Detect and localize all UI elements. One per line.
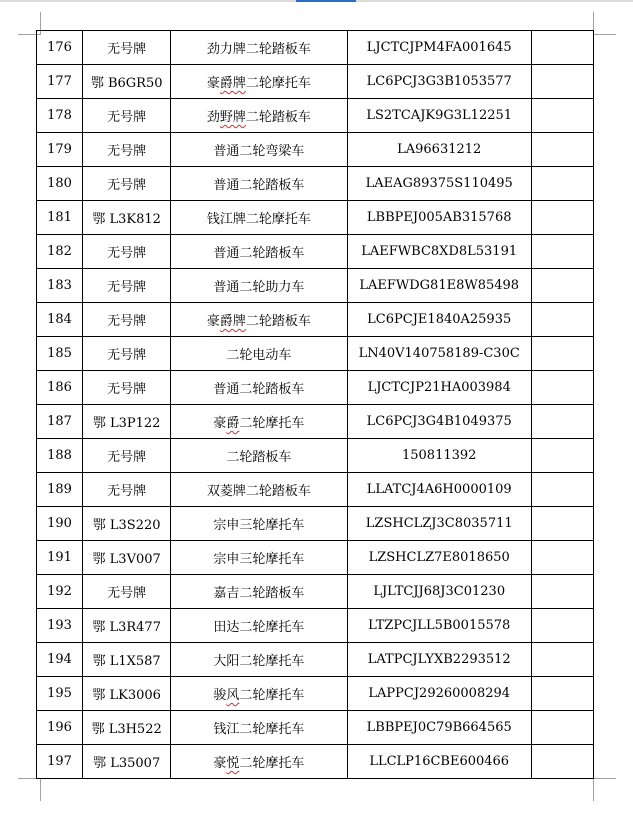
cell-number[interactable]: 189 bbox=[37, 473, 83, 507]
vehicle-type-text: 普通二轮踏板车 bbox=[213, 246, 305, 261]
vehicle-type-text: 普通二轮弯梁车 bbox=[213, 144, 305, 159]
table-row bbox=[37, 439, 594, 473]
cell-plate[interactable]: 鄂 B6GR50 bbox=[83, 65, 171, 99]
cell-vin[interactable]: LC6PCJ3G3B1053577 bbox=[347, 65, 531, 99]
table-row bbox=[37, 269, 594, 303]
spellcheck-flagged-text: 爵牌 bbox=[219, 314, 246, 329]
cell-vehicle-type[interactable] bbox=[171, 65, 347, 99]
cell-number[interactable]: 177 bbox=[37, 65, 83, 99]
cell-vin[interactable]: LJCTCJP21HA003984 bbox=[347, 371, 531, 405]
cell-vin[interactable]: LN40V140758189-C30C bbox=[347, 337, 531, 371]
cell-vehicle-type[interactable] bbox=[171, 677, 347, 711]
cell-vehicle-type[interactable] bbox=[171, 269, 347, 303]
cell-number[interactable]: 186 bbox=[37, 371, 83, 405]
cell-note[interactable] bbox=[531, 643, 593, 677]
cell-note[interactable] bbox=[531, 711, 593, 745]
cell-number[interactable]: 180 bbox=[37, 167, 83, 201]
vehicle-type-text: 劲 bbox=[206, 110, 220, 125]
cell-vin[interactable]: LC6PCJ3G4B1049375 bbox=[347, 405, 531, 439]
cell-note[interactable] bbox=[531, 575, 593, 609]
cell-vehicle-type[interactable] bbox=[171, 235, 347, 269]
cell-vehicle-type[interactable] bbox=[171, 167, 347, 201]
cell-plate[interactable]: 鄂 LK3006 bbox=[83, 677, 171, 711]
vehicle-type-text: 钱江牌二轮摩托车 bbox=[206, 212, 311, 227]
spellcheck-flagged-text: 风 bbox=[226, 688, 240, 703]
vehicle-type-text: 劲力牌二轮踏板车 bbox=[206, 42, 311, 57]
vehicle-type-text: 二轮踏板车 bbox=[245, 314, 311, 329]
cell-vin[interactable]: LAEFWDG81E8W85498 bbox=[347, 269, 531, 303]
scroll-indicator[interactable] bbox=[296, 0, 356, 2]
cell-vin[interactable]: LC6PCJE1840A25935 bbox=[347, 303, 531, 337]
table-row bbox=[37, 99, 594, 133]
vehicle-type-text: 钱江二轮摩托车 bbox=[213, 722, 305, 737]
spellcheck-flagged-text: 爵牌 bbox=[219, 76, 246, 91]
cell-note[interactable] bbox=[531, 269, 593, 303]
cell-vin[interactable]: LAEAG89375S110495 bbox=[347, 167, 531, 201]
cell-number[interactable]: 181 bbox=[37, 201, 83, 235]
vehicle-type-text: 二轮摩托车 bbox=[239, 756, 305, 771]
table-row bbox=[37, 31, 594, 65]
spellcheck-flagged-text: 野牌 bbox=[219, 110, 246, 125]
cell-note[interactable] bbox=[531, 303, 593, 337]
vehicle-type-text: 豪 bbox=[213, 416, 227, 431]
cell-vin[interactable]: LZSHCLZJ3C8035711 bbox=[347, 507, 531, 541]
cell-plate[interactable]: 无号牌 bbox=[83, 133, 171, 167]
cell-plate[interactable]: 鄂 L3V007 bbox=[83, 541, 171, 575]
cell-plate[interactable]: 无号牌 bbox=[83, 303, 171, 337]
table-row bbox=[37, 337, 594, 371]
cell-number[interactable]: 195 bbox=[37, 677, 83, 711]
cell-plate[interactable]: 鄂 L3R477 bbox=[83, 609, 171, 643]
cell-vehicle-type[interactable] bbox=[171, 711, 347, 745]
cell-vin[interactable]: LATPCJLYXB2293512 bbox=[347, 643, 531, 677]
cell-plate[interactable]: 鄂 L1X587 bbox=[83, 643, 171, 677]
vehicle-type-text: 豪 bbox=[213, 756, 227, 771]
cell-vehicle-type[interactable] bbox=[171, 31, 347, 65]
cell-vin[interactable]: LLATCJ4A6H0000109 bbox=[347, 473, 531, 507]
table-row bbox=[37, 65, 594, 99]
table-row bbox=[37, 473, 594, 507]
cell-note[interactable] bbox=[531, 133, 593, 167]
cell-vehicle-type[interactable] bbox=[171, 609, 347, 643]
cell-plate[interactable]: 无号牌 bbox=[83, 575, 171, 609]
cell-vin[interactable]: LA96631212 bbox=[347, 133, 531, 167]
cell-vehicle-type[interactable] bbox=[171, 507, 347, 541]
cell-vin[interactable]: LZSHCLZ7E8018650 bbox=[347, 541, 531, 575]
spellcheck-flagged-text: 爵 bbox=[226, 416, 240, 431]
cell-number[interactable]: 188 bbox=[37, 439, 83, 473]
table-row bbox=[37, 609, 594, 643]
spellcheck-flagged-text: 悦 bbox=[226, 756, 240, 771]
cell-note[interactable] bbox=[531, 99, 593, 133]
cell-vehicle-type[interactable] bbox=[171, 201, 347, 235]
cell-number[interactable]: 193 bbox=[37, 609, 83, 643]
cell-plate[interactable]: 鄂 L35007 bbox=[83, 745, 171, 779]
cell-number[interactable]: 196 bbox=[37, 711, 83, 745]
cell-plate[interactable]: 无号牌 bbox=[83, 473, 171, 507]
cell-vehicle-type[interactable] bbox=[171, 133, 347, 167]
vehicle-table bbox=[36, 30, 594, 779]
cell-plate[interactable]: 鄂 L3K812 bbox=[83, 201, 171, 235]
vehicle-table-body bbox=[37, 31, 594, 779]
cell-plate[interactable]: 无号牌 bbox=[83, 269, 171, 303]
vehicle-type-text: 田达二轮摩托车 bbox=[213, 620, 305, 635]
vehicle-type-text: 二轮摩托车 bbox=[239, 688, 305, 703]
vehicle-type-text: 普通二轮助力车 bbox=[213, 280, 305, 295]
vehicle-type-text: 豪 bbox=[206, 76, 220, 91]
cell-vin[interactable]: 150811392 bbox=[347, 439, 531, 473]
cell-plate[interactable]: 鄂 L3P122 bbox=[83, 405, 171, 439]
table-row bbox=[37, 643, 594, 677]
cell-plate[interactable]: 鄂 L3H522 bbox=[83, 711, 171, 745]
cell-note[interactable] bbox=[531, 65, 593, 99]
cell-number[interactable]: 178 bbox=[37, 99, 83, 133]
cell-vehicle-type[interactable] bbox=[171, 473, 347, 507]
cell-vehicle-type[interactable] bbox=[171, 439, 347, 473]
cell-vehicle-type[interactable] bbox=[171, 303, 347, 337]
table-row bbox=[37, 235, 594, 269]
cell-vin[interactable]: LJCTCJPM4FA001645 bbox=[347, 31, 531, 65]
cell-vehicle-type[interactable] bbox=[171, 405, 347, 439]
vehicle-type-text: 二轮踏板车 bbox=[245, 110, 311, 125]
cell-note[interactable] bbox=[531, 167, 593, 201]
cell-number[interactable]: 182 bbox=[37, 235, 83, 269]
cell-plate[interactable]: 无号牌 bbox=[83, 439, 171, 473]
table-row bbox=[37, 405, 594, 439]
cell-note[interactable] bbox=[531, 745, 593, 779]
vehicle-type-text: 普通二轮踏板车 bbox=[213, 382, 305, 397]
cell-vin[interactable]: LS2TCAJK9G3L12251 bbox=[347, 99, 531, 133]
cell-plate[interactable]: 无号牌 bbox=[83, 337, 171, 371]
vehicle-type-text: 二轮电动车 bbox=[226, 348, 292, 363]
vehicle-type-text: 二轮摩托车 bbox=[239, 416, 305, 431]
cell-number[interactable]: 197 bbox=[37, 745, 83, 779]
cell-vehicle-type[interactable] bbox=[171, 337, 347, 371]
cell-vehicle-type[interactable] bbox=[171, 745, 347, 779]
cell-number[interactable]: 179 bbox=[37, 133, 83, 167]
cell-number[interactable]: 190 bbox=[37, 507, 83, 541]
cell-number[interactable]: 176 bbox=[37, 31, 83, 65]
cell-vin[interactable]: LJLTCJJ68J3C01230 bbox=[347, 575, 531, 609]
vehicle-type-text: 双菱牌二轮踏板车 bbox=[206, 484, 311, 499]
cell-vin[interactable]: LAPPCJ29260008294 bbox=[347, 677, 531, 711]
cell-plate[interactable]: 鄂 L3S220 bbox=[83, 507, 171, 541]
vehicle-type-text: 嘉吉二轮踏板车 bbox=[213, 586, 305, 601]
cell-plate[interactable]: 无号牌 bbox=[83, 167, 171, 201]
table-row bbox=[37, 303, 594, 337]
page-corner-mark-bottom-left bbox=[18, 778, 41, 801]
cell-vehicle-type[interactable] bbox=[171, 371, 347, 405]
cell-note[interactable] bbox=[531, 201, 593, 235]
cell-number[interactable]: 194 bbox=[37, 643, 83, 677]
cell-note[interactable] bbox=[531, 609, 593, 643]
cell-number[interactable]: 187 bbox=[37, 405, 83, 439]
page-corner-mark-top-right bbox=[593, 12, 616, 35]
cell-plate[interactable]: 无号牌 bbox=[83, 235, 171, 269]
cell-plate[interactable]: 无号牌 bbox=[83, 371, 171, 405]
cell-number[interactable]: 184 bbox=[37, 303, 83, 337]
cell-note[interactable] bbox=[531, 473, 593, 507]
table-row bbox=[37, 541, 594, 575]
cell-number[interactable]: 183 bbox=[37, 269, 83, 303]
table-row bbox=[37, 745, 594, 779]
cell-vin[interactable]: LAEFWBC8XD8L53191 bbox=[347, 235, 531, 269]
cell-note[interactable] bbox=[531, 677, 593, 711]
cell-plate[interactable]: 无号牌 bbox=[83, 31, 171, 65]
cell-vin[interactable]: LBBPEJ005AB315768 bbox=[347, 201, 531, 235]
vehicle-type-text: 宗申三轮摩托车 bbox=[213, 552, 305, 567]
cell-vehicle-type[interactable] bbox=[171, 575, 347, 609]
table-row bbox=[37, 167, 594, 201]
cell-vin[interactable]: LBBPEJ0C79B664565 bbox=[347, 711, 531, 745]
vehicle-type-text: 二轮踏板车 bbox=[226, 450, 292, 465]
table-row bbox=[37, 711, 594, 745]
cell-note[interactable] bbox=[531, 405, 593, 439]
cell-vin[interactable]: LLCLP16CBE600466 bbox=[347, 745, 531, 779]
vehicle-type-text: 大阳二轮摩托车 bbox=[213, 654, 305, 669]
cell-note[interactable] bbox=[531, 31, 593, 65]
table-row bbox=[37, 507, 594, 541]
table-row bbox=[37, 575, 594, 609]
cell-vehicle-type[interactable] bbox=[171, 541, 347, 575]
cell-number[interactable]: 191 bbox=[37, 541, 83, 575]
vehicle-type-text: 普通二轮踏板车 bbox=[213, 178, 305, 193]
cell-note[interactable] bbox=[531, 337, 593, 371]
vehicle-type-text: 骏 bbox=[213, 688, 227, 703]
table-row bbox=[37, 133, 594, 167]
table-row bbox=[37, 371, 594, 405]
cell-plate[interactable]: 无号牌 bbox=[83, 99, 171, 133]
cell-vehicle-type[interactable] bbox=[171, 643, 347, 677]
table-row bbox=[37, 677, 594, 711]
cell-vehicle-type[interactable] bbox=[171, 99, 347, 133]
cell-note[interactable] bbox=[531, 439, 593, 473]
cell-note[interactable] bbox=[531, 235, 593, 269]
vehicle-type-text: 宗申三轮摩托车 bbox=[213, 518, 305, 533]
vehicle-type-text: 二轮摩托车 bbox=[245, 76, 311, 91]
table-row bbox=[37, 201, 594, 235]
cell-number[interactable]: 185 bbox=[37, 337, 83, 371]
cell-number[interactable]: 192 bbox=[37, 575, 83, 609]
cell-note[interactable] bbox=[531, 541, 593, 575]
cell-vin[interactable]: LTZPCJLL5B0015578 bbox=[347, 609, 531, 643]
page-corner-mark-bottom-right bbox=[593, 778, 616, 801]
cell-note[interactable] bbox=[531, 507, 593, 541]
vehicle-type-text: 豪 bbox=[206, 314, 220, 329]
cell-note[interactable] bbox=[531, 371, 593, 405]
